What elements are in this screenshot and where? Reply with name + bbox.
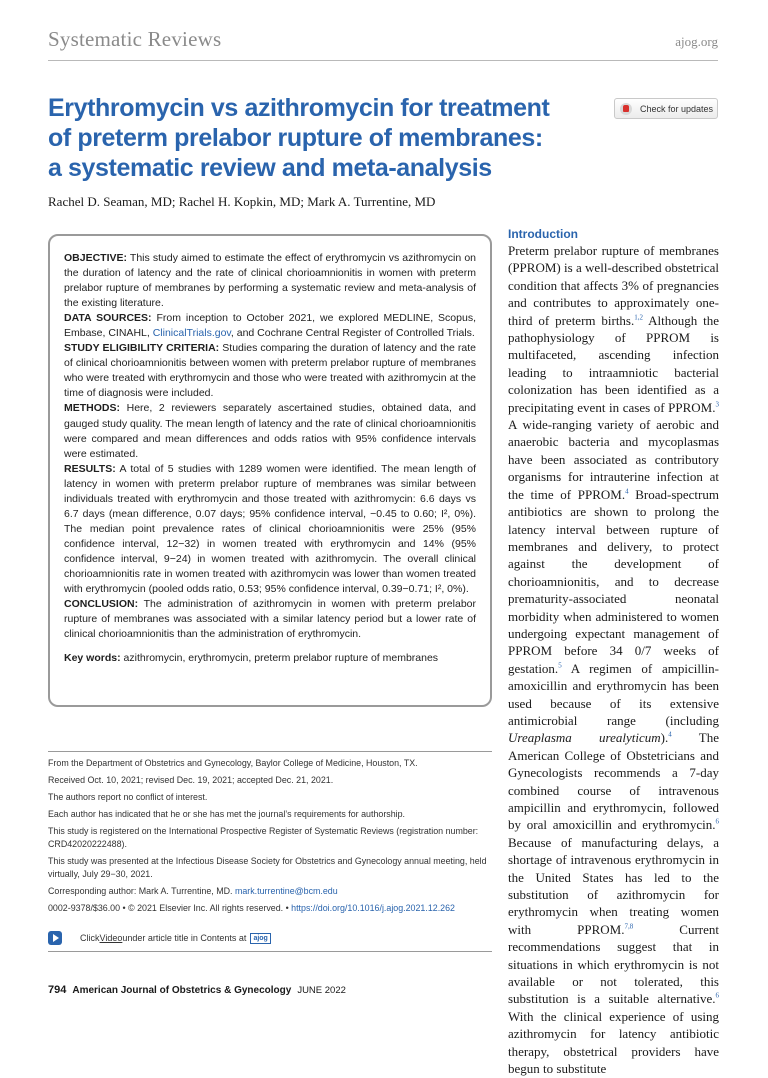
- abstract-eligibility: [64, 341, 476, 401]
- copyright-text: 0002-9378/$36.00 • © 2021 Elsevier Inc. All rights reserved. •: [48, 903, 292, 913]
- abstract-methods: [64, 401, 476, 461]
- journal-url[interactable]: ajog.org: [675, 34, 718, 49]
- intro-text: The American College of Obstetricians and Gynecologists recommends a 7-day combined course of intravenous ampicillin and erythromycin, followed by oral amoxicillin and erythromycin.: [508, 730, 719, 833]
- check-updates-label: Check for updates: [640, 103, 714, 114]
- video-text-end: under article title in Contents at: [122, 933, 247, 943]
- copyright-note: [48, 902, 492, 915]
- data-sources-text: From inception to October 2021, we explored MEDLINE, Scopus, Embase, CINAHL,: [64, 312, 476, 340]
- intro-text: With the clinical experience of using azithromycin for latency antibiotic therapy, obstetrical providers have begun to substitute: [508, 1008, 719, 1077]
- registration-note: This study is registered on the International Prospective Register of Systematic Reviews (registration number: CRD42020222488).: [48, 826, 479, 849]
- intro-text: Although the pathophysiology of PPROM is multifaceted, ascending infection leading to intraamniotic bacterial colonization has been identified as a precipitating event in cases of PPROM.: [508, 312, 719, 415]
- data-sources-text-end: , and Cochrane Central Register of Controlled Trials.: [230, 327, 475, 340]
- check-updates-button[interactable]: [614, 98, 718, 119]
- conclusion-label: CONCLUSION:: [64, 598, 139, 611]
- doi-link[interactable]: https://doi.org/10.1016/j.ajog.2021.12.262: [291, 903, 455, 913]
- intro-text: ).: [660, 730, 669, 746]
- video-note: [48, 931, 271, 945]
- page-footer: [48, 984, 346, 996]
- data-sources-label: DATA SOURCES:: [64, 312, 152, 325]
- conclusion-text: The administration of azithromycin in women with preterm prelabor rupture of membranes was associated with a similar latency period but a lower rate of clinical chorioamnionitis than the administration of erythromycin.: [64, 598, 476, 641]
- header-divider: [48, 60, 718, 61]
- conflict-note: The authors report no conflict of interest.: [48, 792, 208, 802]
- presented-note: This study was presented at the Infectious Disease Society for Obstetrics and Gynecology annual meeting, held virtually, July 29−30, 2021.: [48, 856, 487, 879]
- abstract-keywords: [64, 651, 476, 666]
- results-text: A total of 5 studies with 1289 women were identified. The mean length of latency in women with preterm prelabor rupture of membranes was similar between individuals treated with erythromycin and those treated with azithromycin: 6.6 days vs 6.7 days (mean difference, 0.07 days; 95% confidence interval, −0.45 to 0.60; I², 0%). The median point prevalence rates of clinical chorioamnionitis were 25% (95% confidence interval, 12−32) in women treated with erythromycin and 14% (95% confidence interval, 9−24) in women treated with azithromycin. The overall clinical chorioamnionitis rate in women treated with azithromycin was lower than women treated with erythromycin (pooled odds ratio, 0.53; 95% confidence interval, 0.39−0.71; I², 0%).: [64, 462, 476, 596]
- corresponding-note: [48, 885, 492, 898]
- intro-text: Preterm prelabor rupture of membranes (PPROM) is a well-described obstetrical condition that affects 3% of pregnancies and contributes to approximately one-third of preterm births.: [508, 243, 719, 328]
- abstract-results: [64, 462, 476, 597]
- introduction-heading: Introduction: [508, 227, 578, 241]
- corresponding-text: Corresponding author: Mark A. Turrentine, MD.: [48, 886, 235, 896]
- eligibility-label: STUDY ELIGIBILITY CRITERIA:: [64, 342, 220, 355]
- email-link[interactable]: mark.turrentine@bcm.edu: [234, 886, 338, 896]
- intro-text: Current recommendations suggest that in situations in which erythromycin is not available or not tolerated, this substitution is a suitable alternative.: [508, 921, 719, 1007]
- received-note: Received Oct. 10, 2021; revised Dec. 19, 2021; accepted Dec. 21, 2021.: [48, 775, 334, 785]
- video-play-icon[interactable]: [48, 931, 62, 945]
- intro-text: A regimen of ampicillin-amoxicillin and erythromycin has been used because of its extensive antimicrobial range (including: [508, 660, 719, 728]
- intro-italic-term: Ureaplasma urealyticum: [508, 730, 661, 746]
- abstract-conclusion: [64, 597, 476, 642]
- methods-label: METHODS:: [64, 402, 120, 415]
- intro-text: A wide-ranging variety of aerobic and anaerobic bacteria and mycoplasmas have been associated as contributory organisms for intrauterine infection at the time of PPROM.: [508, 417, 719, 502]
- authors: Rachel D. Seaman, MD; Rachel H. Kopkin, MD; Mark A. Turrentine, MD: [48, 194, 436, 209]
- citation-ref[interactable]: 4: [625, 487, 629, 496]
- video-text: Click: [80, 933, 100, 943]
- abstract-objective: [64, 251, 476, 311]
- authorship-note: Each author has indicated that he or she has met the journal’s requirements for authorship.: [48, 809, 406, 819]
- title-line: of preterm prelabor rupture of membranes:: [48, 124, 543, 152]
- citation-ref[interactable]: 7,8: [624, 922, 634, 931]
- citation-ref[interactable]: 3: [715, 400, 719, 409]
- citation-ref[interactable]: 4: [668, 731, 672, 740]
- footnotes: [48, 757, 492, 919]
- abstract-box: [48, 234, 492, 707]
- citation-ref[interactable]: 6: [715, 818, 719, 827]
- article-title: [48, 93, 568, 183]
- clinicaltrials-link[interactable]: ClinicalTrials.gov: [152, 327, 231, 340]
- title-line: Erythromycin vs azithromycin for treatment: [48, 94, 550, 122]
- affiliation-note: From the Department of Obstetrics and Gynecology, Baylor College of Medicine, Houston, TX.: [48, 758, 418, 768]
- citation-ref[interactable]: 6: [715, 992, 719, 1001]
- issue-date: JUNE 2022: [297, 985, 346, 996]
- page-number: 794: [48, 984, 67, 996]
- keywords-text: azithromycin, erythromycin, preterm prelabor rupture of membranes: [120, 652, 439, 665]
- objective-label: OBJECTIVE:: [64, 252, 128, 264]
- keywords-label: Key words:: [64, 652, 121, 665]
- eligibility-text: Studies comparing the duration of latency and the rate of clinical chorioamnionitis between women with preterm prelabor rupture of membranes who were treated with erythromycin and those who were treated with azithromycin at the time of diagnosis were included.: [64, 342, 477, 400]
- methods-text: Here, 2 reviewers separately ascertained studies, obtained data, and gauged study quality. The mean length of latency and the rate of clinical chorioamnionitis were compared and mean differences and odds ratios with 95% confidence intervals were estimated.: [64, 402, 476, 460]
- intro-text: Because of manufacturing delays, a shortage of intravenous erythromycin in the United States has led to the substitution of azithromycin for erythromycin when treating women with PPROM.: [508, 834, 719, 937]
- ajog-logo-badge[interactable]: ajog: [250, 933, 270, 944]
- footnote-divider: [48, 751, 492, 752]
- objective-text: This study aimed to estimate the effect of erythromycin vs azithromycin on the duration of latency and the rate of clinical chorioamnionitis in women with preterm prelabor rupture of membranes by performing a systematic review and meta-analysis of the existing literature.: [64, 252, 476, 310]
- title-line: a systematic review and meta-analysis: [48, 154, 492, 182]
- citation-ref[interactable]: 5: [558, 661, 562, 670]
- results-label: RESULTS:: [64, 462, 116, 475]
- section-name: Systematic Reviews: [48, 27, 222, 51]
- abstract-data-sources: [64, 311, 476, 341]
- intro-text: Broad-spectrum antibiotics are shown to prolong the latency interval between rupture of membranes and delivery, to protect against the development of chorioamnionitis, and to decrease prematurity-associated neonatal morbidity when administered to women undergoing expectant management of PPROM before 34 0/7 weeks of gestation.: [508, 486, 719, 676]
- bookmark-icon: [620, 103, 632, 115]
- citation-ref[interactable]: 1,2: [634, 313, 643, 322]
- journal-name: American Journal of Obstetrics & Gynecology: [72, 985, 292, 996]
- introduction-text: [508, 242, 719, 1078]
- video-link[interactable]: Video: [99, 933, 123, 943]
- bottom-divider: [48, 951, 492, 952]
